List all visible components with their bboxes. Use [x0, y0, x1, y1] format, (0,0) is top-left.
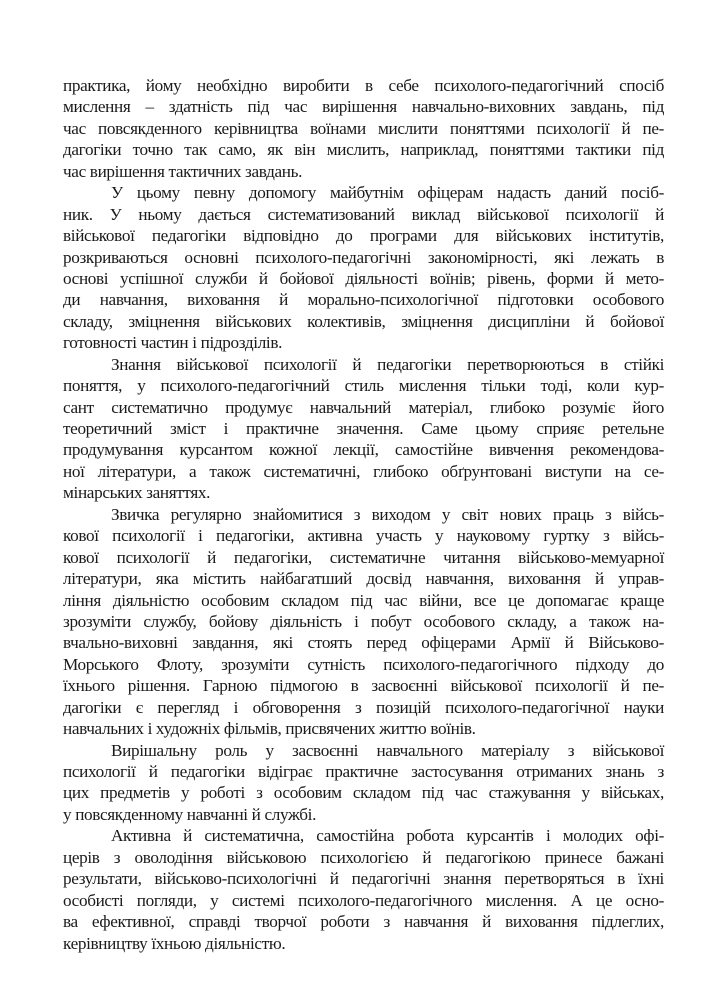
text-line: ник. У ньому дається систематизований виклад військової психології й: [63, 204, 664, 224]
text-line: ління діяльністю особовим складом під час війни, все це допомагає краще: [63, 590, 664, 610]
text-line: цих предметів у роботі з особовим складом під час стажування у військах,: [63, 783, 664, 803]
text-line: зрозуміти службу, бойову діяльність і побут особового складу, а також на-: [63, 611, 664, 631]
text-line: час вирішення тактичних завдань.: [63, 161, 303, 181]
text-line: результати, військово-психологічні й педагогічні знання перетворяться в їхні: [63, 869, 664, 889]
text-line: складу, зміцнення військових колективів, зміцнення дисципліни й бойової: [63, 311, 664, 331]
text-line: ди навчання, виховання й морально-психологічної підготовки особового: [63, 290, 664, 310]
paragraph-1: [63, 75, 664, 182]
text-line: літератури, яка містить найбагатший досвід навчання, виховання й управ-: [63, 569, 664, 589]
text-line: поняття, у психолого-педагогічний стиль мислення тільки тоді, коли кур-: [63, 376, 664, 396]
text-line: кової психології і педагогіки, активна участь у науковому гуртку з війсь-: [63, 526, 664, 546]
text-line: Звичка регулярно знайомитися з виходом у світ нових праць з війсь-: [111, 504, 664, 524]
text-line: дагогіки точно так само, як він мислить, наприклад, поняттями тактики під: [63, 140, 664, 160]
text-line: Активна й систематична, самостійна робота курсантів і молодих офі-: [111, 826, 664, 846]
text-line: психології й педагогіки відіграє практичне застосування отриманих знань з: [63, 762, 664, 781]
text-line: навчальних і художніх фільмів, присвячених життю воїнів.: [63, 719, 476, 739]
text-line: Вирішальну роль у засвоєнні навчального матеріалу з військової: [111, 740, 664, 760]
paragraph-6: [63, 825, 664, 954]
paragraph-2: [63, 182, 664, 354]
text-line: кової психології й педагогіки, систематичне читання військово-мемуарної: [63, 547, 664, 567]
text-line: продумування курсантом кожної лекції, самостійне вивчення рекомендова-: [63, 440, 664, 460]
text-line: керівництву їхньою діяльністю.: [63, 933, 286, 953]
text-line: теоретичний зміст і практичне значення. Саме цьому сприяє ретельне: [63, 419, 664, 438]
text-line: мінарських заняттях.: [63, 483, 211, 503]
text-line: розкриваються основні психолого-педагогічні закономірності, які лежать в: [63, 247, 664, 267]
text-line: У цьому певну допомогу майбутнім офіцерам надасть даний посіб-: [111, 183, 664, 203]
text-line: дагогіки є перегляд і обговорення з позицій психолого-педагогічної науки: [63, 697, 664, 717]
text-line: ва ефективної, справді творчої роботи з навчання й виховання підлеглих,: [63, 912, 664, 932]
text-line: основі успішної служби й бойової діяльності воїнів; рівень, форми й мето-: [63, 268, 664, 288]
text-line: час повсякденного керівництва воїнами мислити поняттями психології й пе-: [63, 118, 664, 138]
text-line: особисті погляди, у системі психолого-педагогічного мислення. А це осно-: [63, 890, 664, 910]
text-line: у повсякденному навчанні й службі.: [63, 804, 317, 824]
text-line: готовності частин і підрозділів.: [63, 333, 283, 353]
paragraph-3: [63, 354, 664, 504]
text-line: церів з оволодіння військовою психологією й педагогікою принесе бажані: [63, 847, 664, 867]
text-line: їхнього рішення. Гарною підмогою в засвоєнні військової психології й пе-: [63, 676, 664, 696]
text-line: мислення – здатність під час вирішення навчально-виховних завдань, під: [63, 97, 664, 117]
text-line: військової педагогіки відповідно до програми для військових інститутів,: [63, 226, 664, 246]
text-line: сант систематично продумує навчальний матеріал, глибоко розуміє його: [63, 397, 664, 417]
document-page: [63, 75, 664, 954]
text-line: Знання військової психології й педагогіки перетворюються в стійкі: [111, 354, 664, 374]
paragraph-4: [63, 504, 664, 740]
paragraph-5: [63, 740, 664, 826]
text-line: вчально-виховні завдання, які стоять перед офіцерами Армії й Військово-: [63, 633, 664, 653]
text-line: Морського Флоту, зрозуміти сутність психолого-педагогічного підходу до: [63, 654, 664, 674]
text-line: практика, йому необхідно виробити в себе психолого-педагогічний спосіб: [63, 76, 664, 95]
text-line: ної літератури, а також систематичні, глибоко обґрунтовані виступи на се-: [63, 461, 664, 481]
